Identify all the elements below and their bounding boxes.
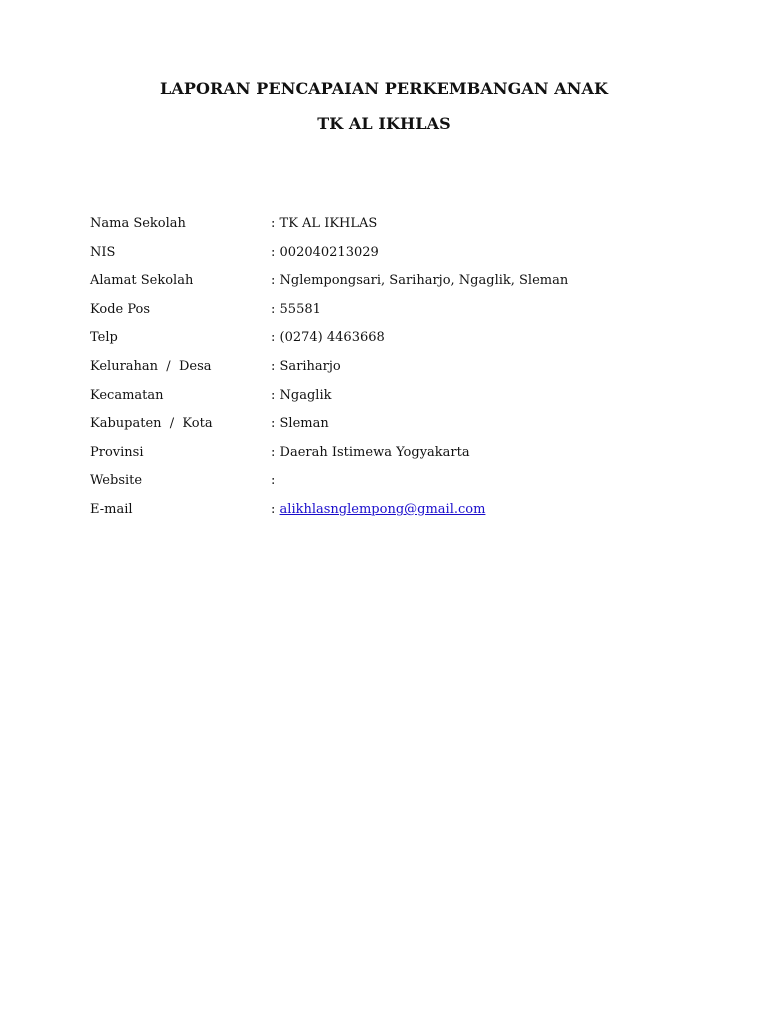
info-label: E-mail: [90, 501, 133, 517]
info-separator: :: [271, 473, 276, 489]
info-value: [271, 243, 379, 263]
info-label: Kode Pos: [90, 301, 151, 317]
report-title: LAPORAN PENCAPAIAN PERKEMBANGAN ANAK: [159, 79, 609, 98]
info-row-provinsi: [90, 443, 690, 472]
info-separator: :: [271, 330, 276, 346]
info-separator: :: [271, 358, 276, 374]
info-row-nama-sekolah: [90, 214, 690, 243]
info-row-telp: [90, 328, 690, 357]
info-value-text: Nglempongsari, Sariharjo, Ngaglik, Sleman: [279, 273, 569, 289]
info-label: Kelurahan / Desa: [90, 358, 212, 374]
info-row-nis: [90, 243, 690, 272]
info-row-alamat-sekolah: [90, 271, 690, 300]
info-value-text: TK AL IKHLAS: [279, 216, 378, 231]
email-link[interactable]: alikhlasnglempong@gmail.com: [279, 501, 486, 517]
school-name-heading: TK AL IKHLAS: [317, 114, 451, 133]
info-row-email: [90, 500, 690, 529]
info-row-kecamatan: [90, 386, 690, 415]
info-label: Provinsi: [90, 444, 144, 460]
info-separator: :: [271, 273, 276, 289]
school-info-table: [90, 214, 690, 529]
info-value: [271, 500, 485, 520]
info-value: [271, 443, 470, 463]
info-row-website: [90, 471, 690, 500]
info-value: [271, 357, 341, 377]
info-separator: :: [271, 444, 276, 460]
info-value-text: Sleman: [279, 416, 329, 432]
info-value: [271, 214, 377, 234]
info-value-text: (0274) 4463668: [279, 330, 385, 346]
info-value: [271, 328, 385, 348]
info-value-text: 002040213029: [279, 244, 379, 260]
info-row-kelurahan-desa: [90, 357, 690, 386]
info-value-text: Ngaglik: [279, 387, 332, 403]
info-value: [271, 300, 321, 320]
info-value: [271, 271, 568, 291]
info-value-text: Daerah Istimewa Yogyakarta: [279, 444, 470, 460]
info-separator: :: [271, 244, 276, 260]
info-value: [271, 386, 332, 406]
info-label: Kabupaten / Kota: [90, 416, 213, 432]
info-separator: :: [271, 301, 276, 317]
info-label: Nama Sekolah: [90, 216, 186, 231]
info-row-kabupaten-kota: [90, 414, 690, 443]
info-value-text: Sariharjo: [279, 358, 341, 374]
info-separator: :: [271, 416, 276, 432]
info-label: Telp: [90, 330, 118, 346]
info-separator: :: [271, 216, 276, 231]
info-label: Kecamatan: [90, 387, 164, 403]
info-label: Website: [90, 473, 143, 489]
info-separator: :: [271, 387, 276, 403]
info-row-kode-pos: [90, 300, 690, 329]
info-value: [271, 414, 329, 434]
info-separator: :: [271, 501, 276, 517]
info-value: [271, 471, 280, 491]
info-label: NIS: [90, 244, 116, 260]
info-value-text: 55581: [279, 301, 321, 317]
info-label: Alamat Sekolah: [90, 273, 194, 289]
